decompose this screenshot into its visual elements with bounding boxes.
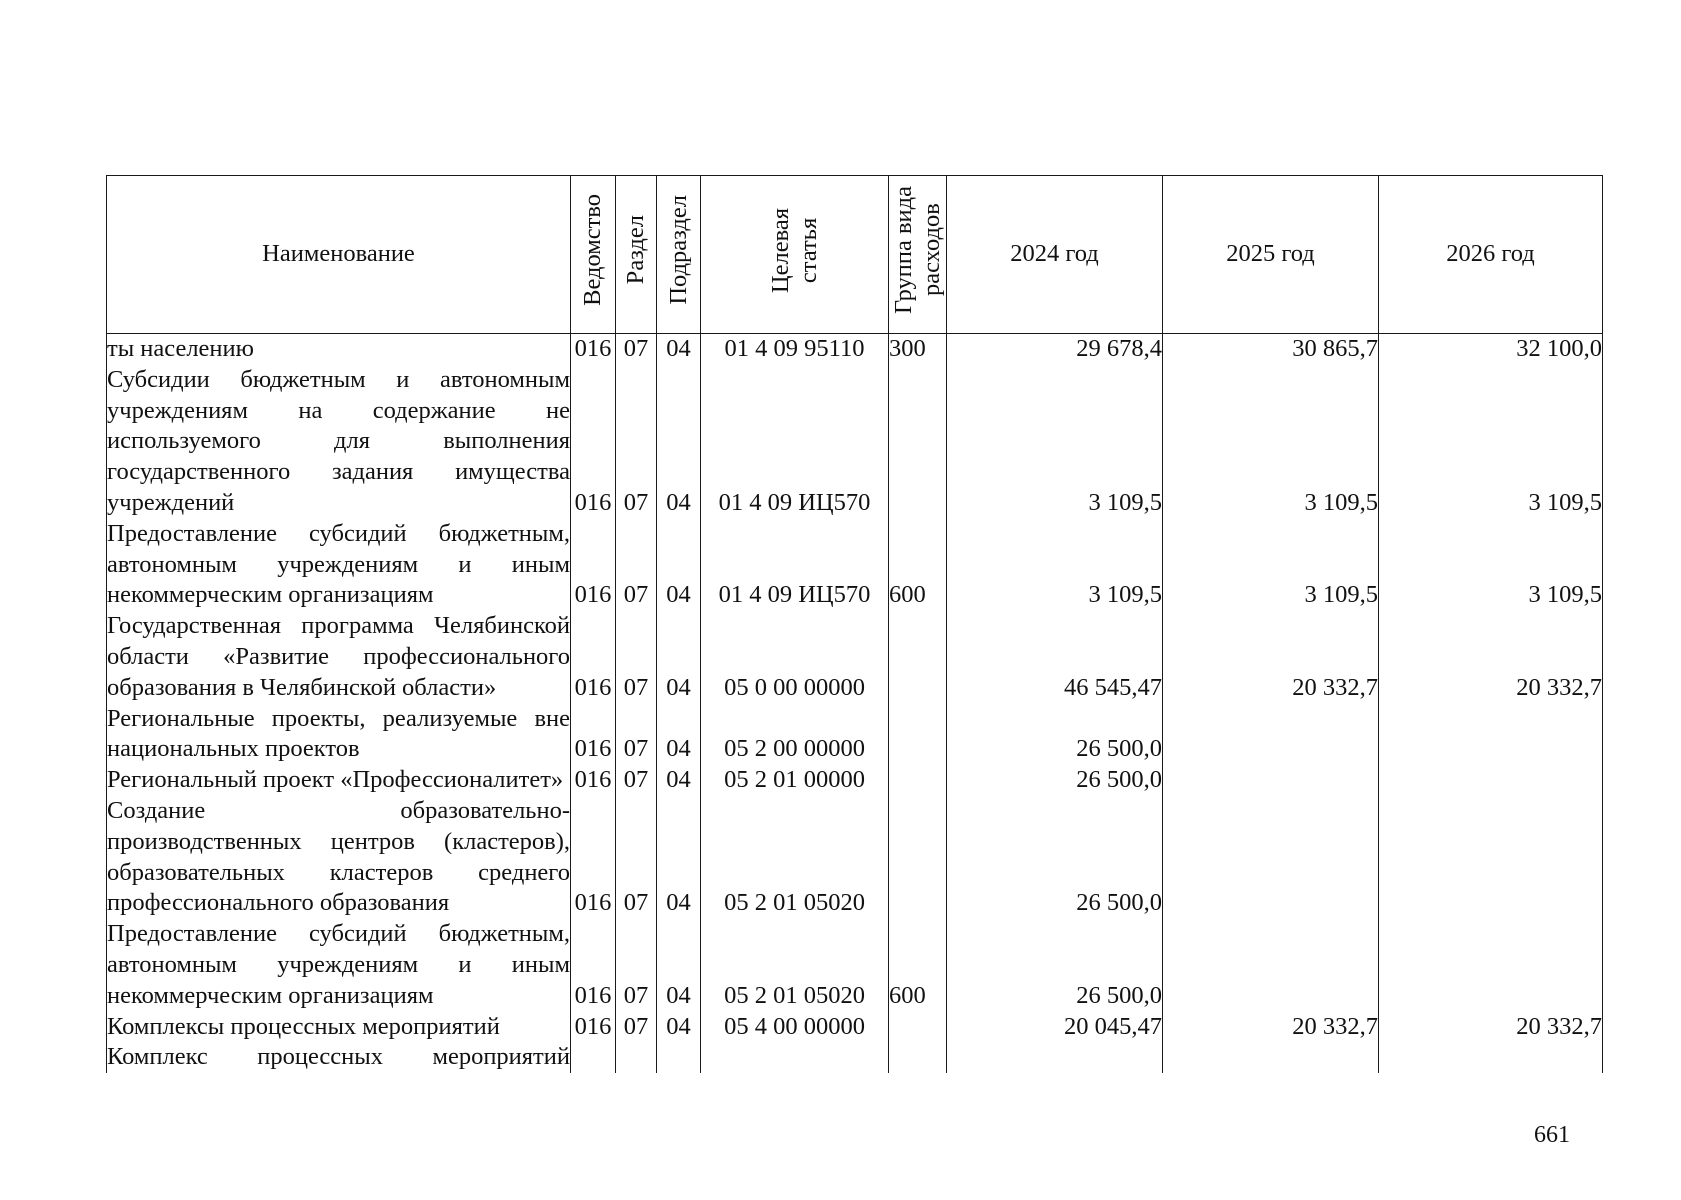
- row-target-article: 05 2 00 00000: [701, 704, 889, 766]
- row-value-2025: [1163, 796, 1379, 919]
- header-department: Ведомство: [571, 176, 616, 334]
- table-row: [107, 765, 1603, 796]
- row-department: 016: [571, 334, 616, 365]
- row-section: 07: [616, 765, 657, 796]
- header-section: Раздел: [616, 176, 657, 334]
- row-value-2025: [1163, 704, 1379, 766]
- row-subsection: 04: [657, 365, 701, 519]
- row-value-2026: 20 332,7: [1379, 1012, 1603, 1043]
- row-name: Региональные проекты, реализуемые вне национальных проектов: [107, 704, 571, 766]
- row-section: 07: [616, 919, 657, 1011]
- row-value-2025: 20 332,7: [1163, 611, 1379, 703]
- table-header: [107, 176, 1603, 334]
- row-target-article: 05 2 01 05020: [701, 796, 889, 919]
- row-value-2026: 3 109,5: [1379, 365, 1603, 519]
- row-value-2026: 32 100,0: [1379, 334, 1603, 365]
- row-expense-group: [889, 704, 947, 766]
- row-expense-group: [889, 796, 947, 919]
- table-row: [107, 1012, 1603, 1043]
- row-value-2025: 3 109,5: [1163, 519, 1379, 611]
- row-target-article: 05 2 01 00000: [701, 765, 889, 796]
- row-value-2025: [1163, 765, 1379, 796]
- row-name: Государственная программа Челябинской области «Развитие профессионального образования в Челябинской области»: [107, 611, 571, 703]
- row-value-2025: 20 332,7: [1163, 1012, 1379, 1043]
- header-row: [107, 176, 1603, 334]
- row-section: 07: [616, 796, 657, 919]
- row-department: 016: [571, 365, 616, 519]
- row-target-article: 05 0 00 00000: [701, 611, 889, 703]
- row-value-2025: [1163, 919, 1379, 1011]
- row-department: 016: [571, 704, 616, 766]
- row-department: 016: [571, 796, 616, 919]
- row-section: 07: [616, 519, 657, 611]
- row-value-2026: [1379, 796, 1603, 919]
- row-section: 07: [616, 365, 657, 519]
- row-subsection: 04: [657, 704, 701, 766]
- row-name: Региональный проект «Профессионалитет»: [107, 765, 571, 796]
- row-name: Предоставление субсидий бюджетным, автономным учреждениям и иным некоммерческим организациям: [107, 519, 571, 611]
- row-value-2024: 26 500,0: [947, 919, 1163, 1011]
- table-row: [107, 334, 1603, 365]
- header-2025: 2025 год: [1163, 176, 1379, 334]
- table-body: [107, 334, 1603, 1074]
- row-subsection: 04: [657, 519, 701, 611]
- table-row: [107, 519, 1603, 611]
- row-subsection: 04: [657, 334, 701, 365]
- row-subsection: 04: [657, 1012, 701, 1043]
- row-name: Предоставление субсидий бюджетным, автономным учреждениям и иным некоммерческим организациям: [107, 919, 571, 1011]
- row-expense-group: [889, 611, 947, 703]
- row-department: 016: [571, 519, 616, 611]
- header-subsection: Подраздел: [657, 176, 701, 334]
- row-target-article: 05 2 01 05020: [701, 919, 889, 1011]
- row-value-2026: [1379, 765, 1603, 796]
- row-section: 07: [616, 334, 657, 365]
- row-expense-group: [889, 365, 947, 519]
- row-value-2024: 26 500,0: [947, 796, 1163, 919]
- row-value-2026: [1379, 704, 1603, 766]
- table-row: [107, 796, 1603, 919]
- row-value-2024: 29 678,4: [947, 334, 1163, 365]
- table-row: [107, 365, 1603, 519]
- page-number: 661: [1534, 1122, 1570, 1148]
- row-expense-group: [889, 765, 947, 796]
- row-target-article: 01 4 09 ИЦ570: [701, 519, 889, 611]
- row-value-2026: [1379, 1042, 1603, 1073]
- row-section: 07: [616, 1012, 657, 1043]
- header-target-article: Целевая статья: [701, 176, 889, 334]
- row-value-2026: 3 109,5: [1379, 519, 1603, 611]
- header-expense-group: Группа вида расходов: [889, 176, 947, 334]
- table-row: [107, 1042, 1603, 1073]
- row-expense-group: 600: [889, 919, 947, 1011]
- row-value-2024: [947, 1042, 1163, 1073]
- row-subsection: 04: [657, 919, 701, 1011]
- row-expense-group: [889, 1012, 947, 1043]
- row-department: 016: [571, 765, 616, 796]
- row-expense-group: [889, 1042, 947, 1073]
- row-name: Комплекс процессных мероприятий: [107, 1042, 571, 1073]
- row-name: Комплексы процессных мероприятий: [107, 1012, 571, 1043]
- table-row: [107, 919, 1603, 1011]
- row-name: Создание образовательно-производственных центров (кластеров), образовательных кластеров среднего профессионального образования: [107, 796, 571, 919]
- table-row: [107, 611, 1603, 703]
- row-target-article: [701, 1042, 889, 1073]
- row-subsection: 04: [657, 765, 701, 796]
- row-value-2024: 46 545,47: [947, 611, 1163, 703]
- row-target-article: 05 4 00 00000: [701, 1012, 889, 1043]
- row-section: [616, 1042, 657, 1073]
- row-expense-group: 600: [889, 519, 947, 611]
- row-department: 016: [571, 1012, 616, 1043]
- row-value-2024: 3 109,5: [947, 365, 1163, 519]
- row-subsection: 04: [657, 611, 701, 703]
- header-2024: 2024 год: [947, 176, 1163, 334]
- row-subsection: 04: [657, 796, 701, 919]
- row-section: 07: [616, 704, 657, 766]
- row-department: 016: [571, 611, 616, 703]
- row-value-2024: 26 500,0: [947, 765, 1163, 796]
- row-name: Субсидии бюджетным и автономным учреждениям на содержание не используемого для выполнения государственного задания имущества учреждений: [107, 365, 571, 519]
- row-name: ты населению: [107, 334, 571, 365]
- row-section: 07: [616, 611, 657, 703]
- row-expense-group: 300: [889, 334, 947, 365]
- row-department: [571, 1042, 616, 1073]
- row-subsection: [657, 1042, 701, 1073]
- row-value-2026: [1379, 919, 1603, 1011]
- row-department: 016: [571, 919, 616, 1011]
- row-value-2025: 3 109,5: [1163, 365, 1379, 519]
- row-value-2026: 20 332,7: [1379, 611, 1603, 703]
- row-value-2024: 26 500,0: [947, 704, 1163, 766]
- row-value-2024: 3 109,5: [947, 519, 1163, 611]
- table-row: [107, 704, 1603, 766]
- header-name: Наименование: [107, 176, 571, 334]
- row-value-2025: [1163, 1042, 1379, 1073]
- row-target-article: 01 4 09 ИЦ570: [701, 365, 889, 519]
- row-target-article: 01 4 09 95110: [701, 334, 889, 365]
- row-value-2024: 20 045,47: [947, 1012, 1163, 1043]
- row-value-2025: 30 865,7: [1163, 334, 1379, 365]
- header-2026: 2026 год: [1379, 176, 1603, 334]
- budget-table: [106, 175, 1603, 1073]
